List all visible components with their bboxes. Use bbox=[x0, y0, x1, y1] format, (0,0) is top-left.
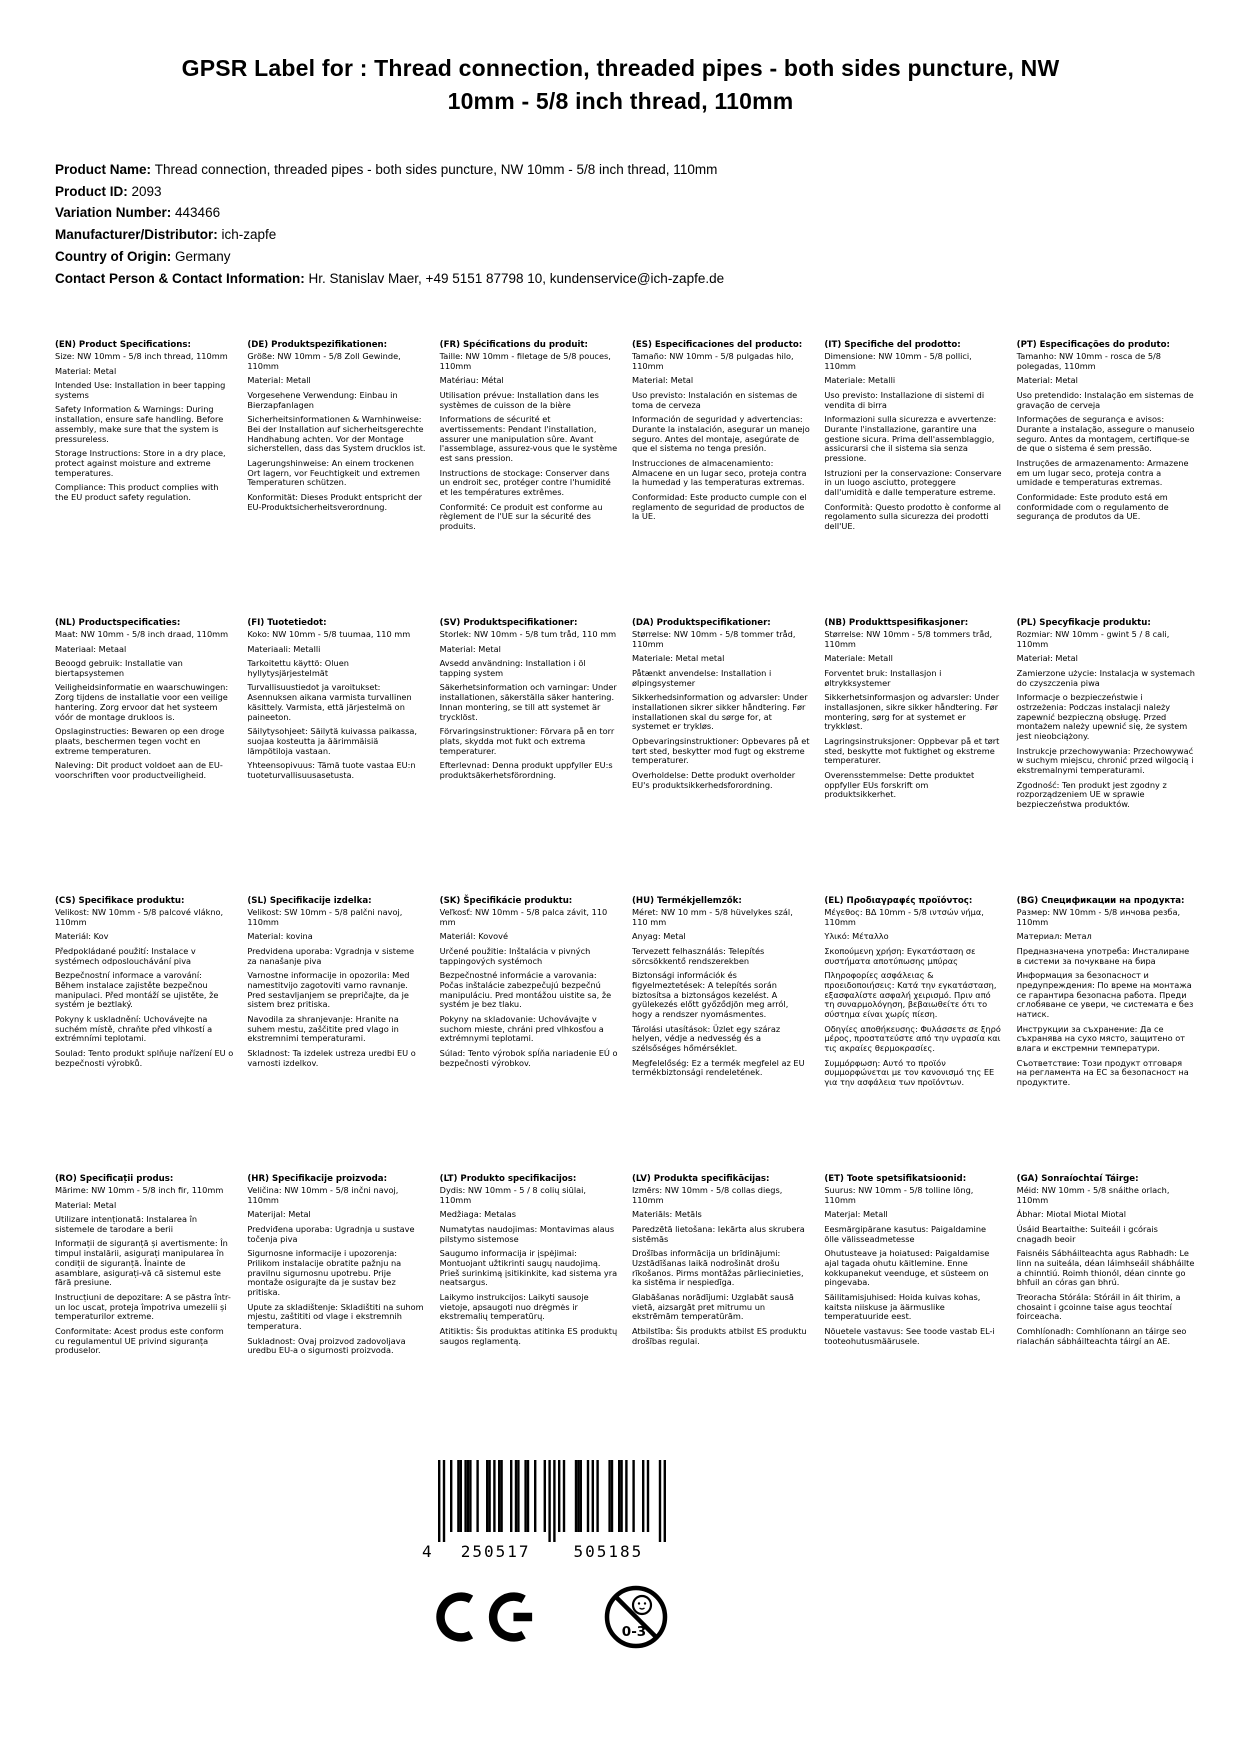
section-paragraph: Informações de segurança e avisos: Durante a instalação, assegure o manuseio seguro. Antes da montagem, certifique-se de que o sistema é sem pressão. bbox=[1016, 413, 1195, 454]
section-paragraph: Matériau: Métal bbox=[439, 375, 504, 386]
section-heading: (FR) Spécifications du produit: bbox=[439, 339, 588, 350]
language-section-hr bbox=[247, 1174, 425, 1452]
section-paragraph: Mărime: NW 10mm - 5/8 inch fir, 110mm bbox=[55, 1185, 224, 1196]
section-heading: (GA) Sonraíochtaí Táirge: bbox=[1016, 1173, 1139, 1184]
section-paragraph: Materiaal: Metaal bbox=[55, 643, 127, 654]
section-heading: (HU) Termékjellemzők: bbox=[631, 895, 742, 906]
section-paragraph: Forventet bruk: Installasjon i øltrykksystemer bbox=[824, 667, 942, 688]
section-paragraph: Maat: NW 10mm - 5/8 inch draad, 110mm bbox=[55, 629, 229, 640]
section-paragraph: Suurus: NW 10mm - 5/8 tolline lõng, 110mm bbox=[824, 1185, 974, 1205]
section-paragraph: Materiál: Kovové bbox=[439, 931, 508, 942]
section-paragraph: Instrucciones de almacenamiento: Almacene en un lugar seco, proteja contra la humedad y las temperaturas extremas. bbox=[631, 457, 807, 488]
section-paragraph: Pokyny k uskladnění: Uchovávejte na suchém místě, chraňte před vlhkostí a extrémními teplotami. bbox=[55, 1013, 213, 1044]
section-paragraph: Uso previsto: Installazione di sistemi di vendita di birra bbox=[824, 389, 985, 410]
section-paragraph: Предназначена употреба: Инсталиране в системи за почукване на бира bbox=[1016, 945, 1190, 966]
language-section-cs bbox=[55, 896, 233, 1174]
age-warning-icon bbox=[603, 1584, 669, 1650]
language-section-de bbox=[247, 340, 425, 618]
barcode-digits: 250517 bbox=[460, 1541, 530, 1561]
section-paragraph: Overholdelse: Dette produkt overholder EU's produktsikkerhedsforordning. bbox=[631, 769, 796, 790]
section-heading: (NB) Produkttspesifikasjoner: bbox=[824, 617, 969, 628]
section-paragraph: Storlek: NW 10mm - 5/8 tum tråd, 110 mm bbox=[439, 629, 617, 640]
section-paragraph: Súlad: Tento výrobok spĺňa nariadenie EÚ o bezpečnosti výrobkov. bbox=[439, 1047, 618, 1068]
section-paragraph: Biztonsági információk és figyelmeztetések: A telepítés során biztosítsa a biztonságos kezelést. A gyülekezés előtt győződjön meg arról, hogy a rendszer nyomásmentes. bbox=[631, 969, 789, 1020]
product-info-line bbox=[55, 268, 1241, 290]
language-section-et bbox=[824, 1174, 1002, 1452]
section-paragraph: Overensstemmelse: Dette produktet oppfyller EUs forskrift om produktsikkerhet. bbox=[824, 769, 975, 800]
language-section-es bbox=[632, 340, 810, 618]
section-paragraph: Størrelse: NW 10mm - 5/8 tommers tråd, 110mm bbox=[824, 629, 993, 649]
section-paragraph: Conformitate: Acest produs este conform cu regulamentul UE privind siguranța produselor. bbox=[55, 1325, 224, 1356]
section-heading: (SV) Produktspecifikationer: bbox=[439, 617, 578, 628]
section-paragraph: Bezpečnostní informace a varování: Během instalace zajistěte bezpečnou manipulaci. Před montáží se ujistěte, že systém je beztlaký. bbox=[55, 969, 219, 1010]
section-paragraph: Påtænkt anvendelse: Installation i ølpingsystemer bbox=[631, 667, 772, 688]
section-paragraph: Sukladnost: Ovaj proizvod zadovoljava uredbu EU-a o sigurnosti proizvoda. bbox=[247, 1335, 406, 1356]
product-info-line bbox=[55, 181, 1241, 203]
section-paragraph: Určené použitie: Inštalácia v pivných tappingových systémoch bbox=[439, 945, 591, 966]
language-section-lt bbox=[440, 1174, 618, 1452]
section-paragraph: Dydis: NW 10mm - 5 / 8 colių siūlai, 110mm bbox=[439, 1185, 586, 1205]
section-paragraph: Zamierzone użycie: Instalacja w systemach do czyszczenia piwa bbox=[1016, 667, 1195, 688]
section-paragraph: Materiał: Metal bbox=[1016, 653, 1078, 664]
section-paragraph: Navodila za shranjevanje: Hranite na suhem mestu, zaščitite pred vlago in ekstremnimi temperaturami. bbox=[247, 1013, 399, 1044]
section-paragraph: Méret: NW 10 mm - 5/8 hüvelykes szál, 110 mm bbox=[631, 907, 793, 927]
section-paragraph: Sikkerhedsinformation og advarsler: Under installationen sikrer sikker håndtering. Før installationen skal du sørge for, at systemet er trykløs. bbox=[631, 691, 808, 732]
section-paragraph: Størrelse: NW 10mm - 5/8 tommer tråd, 110mm bbox=[631, 629, 796, 649]
product-info-label: Variation Number: bbox=[55, 205, 176, 221]
barcode-digits: 4 bbox=[421, 1541, 434, 1561]
language-section-nb bbox=[824, 618, 1002, 896]
section-paragraph: Velikost: SW 10mm - 5/8 palčni navoj, 110mm bbox=[247, 907, 403, 927]
language-section-fr bbox=[440, 340, 618, 618]
section-heading: (DE) Produktspezifikationen: bbox=[247, 339, 388, 350]
section-paragraph: Tárolási utasítások: Üzlet egy száraz helyen, védje a nedvesség és a szélsőséges hőmérséklet. bbox=[631, 1023, 781, 1054]
section-paragraph: Conformità: Questo prodotto è conforme al regolamento sulla sicurezza dei prodotti dell'UE. bbox=[824, 501, 1001, 532]
section-paragraph: Paredzētā lietošana: Iekārta alus skrubera sistēmās bbox=[631, 1223, 805, 1244]
language-section-lv bbox=[632, 1174, 810, 1452]
svg-text:0-3: 0-3 bbox=[621, 1623, 646, 1640]
barcode bbox=[420, 1458, 682, 1562]
section-paragraph: Uso previsto: Instalación en sistemas de toma de cerveza bbox=[631, 389, 798, 410]
section-paragraph: Instructions de stockage: Conserver dans un endroit sec, protéger contre l'humidité et les températures extrêmes. bbox=[439, 467, 611, 498]
section-paragraph: Opslaginstructies: Bewaren op een droge plaats, beschermen tegen vocht en extreme temperaturen. bbox=[55, 725, 225, 756]
section-paragraph: Lagerungshinweise: An einem trockenen Ort lagern, vor Feuchtigkeit und extremen Temperaturen schützen. bbox=[247, 457, 420, 488]
section-paragraph: Säkerhetsinformation och varningar: Under installationen, säkerställa säker hantering. Innan montering, se till att systemet är trycklöst. bbox=[439, 682, 617, 722]
section-paragraph: Veľkosť: NW 10mm - 5/8 palca závit, 110 mm bbox=[439, 907, 608, 927]
section-paragraph: Tamanho: NW 10mm - rosca de 5/8 polegadas, 110mm bbox=[1016, 351, 1162, 371]
product-info-label: Country of Origin: bbox=[55, 249, 175, 265]
section-heading: (NL) Productspecificaties: bbox=[55, 617, 181, 628]
section-paragraph: Tamaño: NW 10mm - 5/8 pulgadas hilo, 110mm bbox=[631, 351, 794, 371]
section-paragraph: Material: Metal bbox=[1016, 375, 1078, 386]
language-section-sv bbox=[440, 618, 618, 896]
product-info-value: 2093 bbox=[131, 183, 162, 199]
section-heading: (RO) Specificații produs: bbox=[55, 1173, 174, 1184]
section-paragraph: Veličina: NW 10mm - 5/8 inčni navoj, 110mm bbox=[247, 1185, 399, 1205]
section-heading: (EN) Product Specifications: bbox=[55, 339, 191, 350]
section-heading: (BG) Спецификации на продукта: bbox=[1016, 895, 1185, 906]
section-paragraph: Utilisation prévue: Installation dans les systèmes de cuisson de la bière bbox=[439, 389, 599, 410]
section-paragraph: Информация за безопасност и предупреждения: По време на монтажа се гарантира безопасна работа. Преди сглобяване се увери, че системата е без натиск. bbox=[1016, 969, 1194, 1020]
section-paragraph: Materiale: Metall bbox=[824, 653, 893, 664]
product-info-label: Contact Person & Contact Information: bbox=[55, 270, 309, 286]
language-section-sl bbox=[247, 896, 425, 1174]
section-heading: (LV) Produkta specifikācijas: bbox=[631, 1173, 770, 1184]
product-info-line bbox=[55, 159, 1241, 181]
section-paragraph: Υλικό: Μέταλλο bbox=[824, 931, 889, 942]
language-section-ro bbox=[55, 1174, 233, 1452]
section-paragraph: Μέγεθος: ΒΔ 10mm - 5/8 ιντσών νήμα, 110mm bbox=[824, 907, 984, 927]
section-paragraph: Συμμόρφωση: Αυτό το προϊόν συμμορφώνεται με τον κανονισμό της ΕΕ για την ασφάλεια των προϊόντων. bbox=[824, 1057, 995, 1088]
section-paragraph: Materijal: Metal bbox=[247, 1209, 311, 1220]
product-info-line bbox=[55, 224, 1241, 246]
section-paragraph: Predvidena uporaba: Vgradnja v sisteme za nanašanje piva bbox=[247, 945, 415, 966]
section-paragraph: Материал: Метал bbox=[1016, 931, 1092, 942]
bottom-block bbox=[336, 1458, 766, 1650]
section-paragraph: Saugumo informacija ir įspėjimai: Montuojant užtikrinti saugų naudojimą. Prieš surinkimą įsitikinkite, kad sistema yra neatsargus. bbox=[439, 1247, 618, 1288]
section-paragraph: Avsedd användning: Installation i öl tapping system bbox=[439, 657, 586, 678]
section-heading: (PT) Especificações do produto: bbox=[1016, 339, 1170, 350]
barcode-icon bbox=[420, 1458, 682, 1562]
section-paragraph: Méid: NW 10mm - 5/8 snáithe orlach, 110mm bbox=[1016, 1185, 1170, 1205]
section-paragraph: Velikost: NW 10mm - 5/8 palcové vlákno, 110mm bbox=[55, 907, 224, 927]
barcode-digits: 505185 bbox=[573, 1541, 643, 1561]
section-heading: (EL) Προδιαγραφές προϊόντος: bbox=[824, 895, 973, 906]
section-paragraph: Informations de sécurité et avertissements: Pendant l'installation, assurer une manipulation sûre. Avant l'assemblage, assurez-vous que le système est sans pression. bbox=[439, 413, 618, 464]
section-paragraph: Megfelelőség: Ez a termék megfelel az EU termékbiztonsági rendeletének. bbox=[631, 1057, 805, 1078]
section-heading: (SL) Specifikacije izdelka: bbox=[247, 895, 372, 906]
section-paragraph: Ohutusteave ja hoiatused: Paigaldamise ajal tagada ohutu käitlemine. Enne kokkupanekut veenduge, et süsteem on pingevaba. bbox=[824, 1247, 990, 1288]
section-paragraph: Eesmärgipärane kasutus: Paigaldamine õlle välisseadmetesse bbox=[824, 1223, 987, 1244]
section-paragraph: Intended Use: Installation in beer tapping systems bbox=[55, 379, 226, 400]
section-paragraph: Tarkoitettu käyttö: Oluen hyllytysjärjestelmät bbox=[247, 657, 349, 678]
section-paragraph: Sikkerhetsinformasjon og advarsler: Under installasjonen, sikre sikker håndtering. Før montering, sørg for at systemet er trykkløst. bbox=[824, 691, 1000, 732]
section-paragraph: Informacje o bezpieczeństwie i ostrzeżenia: Podczas instalacji należy zapewnić bezpieczną obsługę. Przed montażem należy upewnić się, że system jest nieobciążony. bbox=[1016, 691, 1188, 742]
section-paragraph: Safety Information & Warnings: During installation, ensure safe handling. Before assembly, make sure that the system is pressureless. bbox=[55, 404, 224, 444]
section-paragraph: Opbevaringsinstruktioner: Opbevares på et tørt sted, beskytter mod fugt og ekstreme temperaturer. bbox=[631, 735, 810, 766]
section-paragraph: Glabāšanas norādījumi: Uzglabāt sausā vietā, aizsargāt pret mitrumu un ekstrēmām temperatūrām. bbox=[631, 1291, 794, 1322]
section-paragraph: Lagringsinstruksjoner: Oppbevar på et tørt sted, beskytte mot fuktighet og ekstreme temperaturer. bbox=[824, 735, 1000, 766]
section-paragraph: Utilizare intenționată: Instalarea în sistemele de tarodare a berii bbox=[55, 1213, 198, 1234]
section-paragraph: Atitiktis: Šis produktas atitinka ES produktų saugos reglamentą. bbox=[439, 1325, 618, 1346]
section-paragraph: Sigurnosne informacije i upozorenja: Prilikom instalacije obratite pažnju na pravilnu sigurnosnu upotrebu. Prije montaže osigurajte da je sustav bez pritiska. bbox=[247, 1247, 402, 1298]
section-paragraph: Istruzioni per la conservazione: Conservare in un luogo asciutto, proteggere dall'umidità e dalle temperature estreme. bbox=[824, 467, 1002, 498]
section-paragraph: Σκοπούμενη χρήση: Εγκατάσταση σε συστήματα αποτύπωσης μπύρας bbox=[824, 945, 976, 966]
section-paragraph: Инструкции за съхранение: Да се съхранява на сухо място, защитено от влага и екстремни температури. bbox=[1016, 1023, 1186, 1054]
language-section-pt bbox=[1017, 340, 1195, 618]
product-info-line bbox=[55, 202, 1241, 224]
section-paragraph: Säilitamisjuhised: Hoida kuivas kohas, kaitsta niiskuse ja äärmuslike temperatuuride eest. bbox=[824, 1291, 981, 1322]
section-paragraph: Nõuetele vastavus: See toode vastab EL-i tooteohutusmäärusele. bbox=[824, 1325, 995, 1346]
section-paragraph: Konformität: Dieses Produkt entspricht der EU-Produktsicherheitsverordnung. bbox=[247, 491, 423, 512]
section-paragraph: Size: NW 10mm - 5/8 inch thread, 110mm bbox=[55, 351, 228, 362]
product-info-value: 443466 bbox=[175, 205, 221, 221]
product-info-line bbox=[55, 246, 1241, 268]
section-paragraph: Material: Metal bbox=[439, 643, 501, 654]
section-paragraph: Soulad: Tento produkt splňuje nařízení EU o bezpečnosti výrobků. bbox=[55, 1047, 234, 1068]
section-paragraph: Instrukcje przechowywania: Przechowywać w suchym miejscu, chronić przed wilgocią i ekstremalnymi temperaturami. bbox=[1016, 745, 1194, 776]
section-paragraph: Πληροφορίες ασφάλειας & προειδοποιήσεις: Κατά την εγκατάσταση, εξασφαλίστε ασφαλή χειρισμό. Πριν από τη συναρμολόγηση, βεβαιωθείτε ότι το σύστημα είναι χωρίς πίεση. bbox=[824, 969, 997, 1020]
section-heading: (ET) Toote spetsifikatsioonid: bbox=[824, 1173, 967, 1184]
section-paragraph: Conformidad: Este producto cumple con el reglamento de seguridad de productos de la UE. bbox=[631, 491, 807, 522]
section-paragraph: Naleving: Dit product voldoet aan de EU-voorschriften voor productveiligheid. bbox=[55, 759, 223, 780]
section-paragraph: Размер: NW 10mm - 5/8 инчова резба, 110mm bbox=[1016, 907, 1181, 927]
section-paragraph: Material: Metal bbox=[631, 375, 694, 386]
section-paragraph: Förvaringsinstruktioner: Förvara på en torr plats, skydda mot fukt och extrema temperaturer. bbox=[439, 725, 615, 756]
compliance-symbols bbox=[433, 1584, 669, 1650]
section-paragraph: Varnostne informacije in opozorila: Med namestitvijo zagotoviti varno ravnanje. Pred sestavljanjem se prepričajte, da je sistem brez pritiska. bbox=[247, 969, 410, 1010]
section-paragraph: Dimensione: NW 10mm - 5/8 pollici, 110mm bbox=[824, 351, 972, 371]
section-paragraph: Beoogd gebruik: Installatie van biertapsystemen bbox=[55, 657, 183, 678]
section-paragraph: Compliance: This product complies with the EU product safety regulation. bbox=[55, 481, 219, 502]
section-heading: (DA) Produktspecifikationer: bbox=[631, 617, 771, 628]
section-paragraph: Materiale: Metal metal bbox=[631, 653, 725, 664]
section-paragraph: Ábhar: Miotal Miotal Miotal bbox=[1016, 1209, 1126, 1220]
section-heading: (LT) Produkto specifikacijos: bbox=[439, 1173, 577, 1184]
section-paragraph: Storage Instructions: Store in a dry place, protect against moisture and extreme temperatures. bbox=[55, 447, 226, 478]
section-paragraph: Material: Metal bbox=[55, 365, 117, 376]
product-info-value: Hr. Stanislav Maer, +49 5151 87798 10, kundenservice@ich-zapfe.de bbox=[308, 270, 725, 286]
section-paragraph: Skladnost: Ta izdelek ustreza uredbi EU o varnosti izdelkov. bbox=[247, 1047, 416, 1068]
section-paragraph: Съответствие: Този продукт отговаря на регламента на ЕС за безопасност на продуктите. bbox=[1016, 1057, 1189, 1088]
section-paragraph: Faisnéis Sábháilteachta agus Rabhadh: Le linn na suiteála, déan láimhseáil shábháilte a chinntiú. Roimh thionól, déan cinnte go bhfuil an córas gan bhrú. bbox=[1016, 1247, 1195, 1288]
section-paragraph: Materjal: Metall bbox=[824, 1209, 888, 1220]
product-info-block bbox=[55, 159, 1241, 290]
section-paragraph: Numatytas naudojimas: Montavimas alaus pilstymo sistemose bbox=[439, 1223, 615, 1244]
section-paragraph: Größe: NW 10mm - 5/8 Zoll Gewinde, 110mm bbox=[247, 351, 401, 371]
ce-mark-icon bbox=[433, 1589, 543, 1645]
product-info-value: ich-zapfe bbox=[221, 227, 277, 243]
language-section-bg bbox=[1017, 896, 1195, 1174]
language-section-fi bbox=[247, 618, 425, 896]
product-info-label: Manufacturer/Distributor: bbox=[55, 227, 222, 243]
section-paragraph: Comhlíonadh: Comhlíonann an táirge seo rialachán sábháilteachta táirgí an AE. bbox=[1016, 1325, 1187, 1346]
section-paragraph: Rozmiar: NW 10mm - gwint 5 / 8 cali, 110mm bbox=[1016, 629, 1170, 649]
section-paragraph: Material: Metall bbox=[247, 375, 311, 386]
section-paragraph: Zgodność: Ten produkt jest zgodny z rozporządzeniem UE w sprawie bezpieczeństwa produktów. bbox=[1016, 779, 1167, 810]
section-paragraph: Veiligheidsinformatie en waarschuwingen: Zorg tijdens de installatie voor een veilige hantering. Zorg ervoor dat het systeem vóór de montage drukloos is. bbox=[55, 682, 229, 722]
language-sections-grid bbox=[55, 340, 1195, 1452]
section-paragraph: Informazioni sulla sicurezza e avvertenze: Durante l'installazione, garantire una gestione sicura. Prima dell'assemblaggio, assicurarsi che il sistema sia senza pressione. bbox=[824, 413, 997, 464]
section-paragraph: Anyag: Metal bbox=[631, 931, 686, 942]
section-paragraph: Instrucțiuni de depozitare: A se păstra într-un loc uscat, proteja împotriva umezelii și temperaturilor extreme. bbox=[55, 1291, 231, 1322]
section-heading: (IT) Specifiche del prodotto: bbox=[824, 339, 961, 350]
section-paragraph: Taille: NW 10mm - filetage de 5/8 pouces, 110mm bbox=[439, 351, 611, 371]
section-paragraph: Izmērs: NW 10mm - 5/8 collas diegs, 110mm bbox=[631, 1185, 783, 1205]
section-paragraph: Pokyny na skladovanie: Uchovávajte v suchom mieste, chráni pred vlhkosťou a extrémnymi teplotami. bbox=[439, 1013, 604, 1044]
section-paragraph: Informații de siguranță și avertismente: În timpul instalării, asigurați manipularea în condiții de siguranță. Înainte de asamblare, asigurați-vă că sistemul este fără presiune. bbox=[55, 1238, 228, 1288]
section-paragraph: Laikymo instrukcijos: Laikyti sausoje vietoje, apsaugoti nuo drėgmės ir ekstremalių temperatūrų. bbox=[439, 1291, 589, 1322]
section-paragraph: Materiál: Kov bbox=[55, 931, 109, 942]
section-heading: (FI) Tuotetiedot: bbox=[247, 617, 327, 628]
product-info-value: Thread connection, threaded pipes - both sides puncture, NW 10mm - 5/8 inch thread, 110mm bbox=[154, 161, 718, 177]
section-heading: (CS) Specifikace produktu: bbox=[55, 895, 185, 906]
language-section-ga bbox=[1017, 1174, 1195, 1452]
language-section-da bbox=[632, 618, 810, 896]
language-section-hu bbox=[632, 896, 810, 1174]
section-paragraph: Efterlevnad: Denna produkt uppfyller EU:s produktsäkerhetsförordning. bbox=[439, 759, 613, 780]
section-paragraph: Yhteensopivuus: Tämä tuote vastaa EU:n tuoteturvallisuusasetusta. bbox=[247, 759, 416, 780]
language-section-nl bbox=[55, 618, 233, 896]
section-paragraph: Materiale: Metalli bbox=[824, 375, 896, 386]
language-section-el bbox=[824, 896, 1002, 1174]
product-info-value: Germany bbox=[174, 249, 231, 265]
section-paragraph: Uso pretendido: Instalação em sistemas de gravação de cerveja bbox=[1016, 389, 1194, 410]
section-paragraph: Úsáid Beartaithe: Suiteáil i gcórais cnagadh beoir bbox=[1016, 1223, 1158, 1244]
section-paragraph: Säilytysohjeet: Säilytä kuivassa paikassa, suojaa kosteutta ja äärimmäisiä lämpötiloja vastaan. bbox=[247, 725, 418, 756]
language-section-en bbox=[55, 340, 233, 618]
section-paragraph: Bezpečnostné informácie a varovania: Počas inštalácie zabezpečujú bezpečnú manipuláciu. Pred montážou uistite sa, že systém je bez tlaku. bbox=[439, 969, 612, 1010]
section-heading: (ES) Especificaciones del producto: bbox=[631, 339, 803, 350]
section-paragraph: Material: Metal bbox=[55, 1199, 117, 1210]
section-paragraph: Conformité: Ce produit est conforme au règlement de l'UE sur la sécurité des produits. bbox=[439, 501, 603, 532]
section-paragraph: Οδηγίες αποθήκευσης: Φυλάσσετε σε ξηρό μέρος, προστατεύστε από την υγρασία και τις ακραίες θερμοκρασίες. bbox=[824, 1023, 1001, 1054]
product-info-label: Product Name: bbox=[55, 161, 155, 177]
section-heading: (HR) Specifikacije proizvoda: bbox=[247, 1173, 388, 1184]
section-paragraph: Turvallisuustiedot ja varoitukset: Asennuksen aikana varmista turvallinen käsittely. Varmista, että järjestelmä on paineeton. bbox=[247, 682, 412, 722]
section-paragraph: Treoracha Stórála: Stóráil in áit thirim, a chosaint i gcoinne taise agus teochtaí foirceacha. bbox=[1016, 1291, 1181, 1322]
section-paragraph: Předpokládané použití: Instalace v systémech odposlouchávání piva bbox=[55, 945, 196, 966]
language-section-it bbox=[824, 340, 1002, 618]
page-title: GPSR Label for : Thread connection, threaded pipes - both sides puncture, NW 10mm - 5/8 inch thread, 110mm bbox=[181, 55, 1060, 115]
section-paragraph: Drošības informācija un brīdinājumi: Uzstādīšanas laikā nodrošināt drošu rīkošanos. Pirms montāžas pārliecinieties, ka sistēma ir nespiedīga. bbox=[631, 1247, 804, 1288]
section-paragraph: Instruções de armazenamento: Armazene em um lugar seco, proteja contra a umidade e temperaturas extremas. bbox=[1016, 457, 1189, 488]
section-paragraph: Tervezett felhasználás: Telepítés sörcsökkentő rendszerekben bbox=[631, 945, 765, 966]
section-heading: (SK) Špecifikácie produktu: bbox=[439, 895, 573, 906]
section-paragraph: Atbilstība: Šis produkts atbilst ES produktu drošības regulai. bbox=[631, 1325, 807, 1346]
language-section-pl bbox=[1017, 618, 1195, 896]
section-paragraph: Medžiaga: Metalas bbox=[439, 1209, 517, 1220]
section-paragraph: Información de seguridad y advertencias: Durante la instalación, asegurar un manejo seguro. Antes del montaje, asegúrate de que el sistema no tenga presión. bbox=[631, 413, 810, 454]
section-paragraph: Conformidade: Este produto está em conformidade com o regulamento de segurança de produtos da UE. bbox=[1016, 491, 1169, 522]
product-info-label: Product ID: bbox=[55, 183, 132, 199]
section-paragraph: Vorgesehene Verwendung: Einbau in Bierzapfanlagen bbox=[247, 389, 398, 410]
section-paragraph: Predviđena uporaba: Ugradnja u sustave točenja piva bbox=[247, 1223, 415, 1244]
section-paragraph: Materiāls: Metāls bbox=[631, 1209, 702, 1220]
section-paragraph: Material: kovina bbox=[247, 931, 313, 942]
section-paragraph: Upute za skladištenje: Skladištiti na suhom mjestu, zaštititi od vlage i ekstremnih temperatura. bbox=[247, 1301, 424, 1332]
section-paragraph: Materiaali: Metalli bbox=[247, 643, 321, 654]
language-section-sk bbox=[440, 896, 618, 1174]
section-paragraph: Koko: NW 10mm - 5/8 tuumaa, 110 mm bbox=[247, 629, 411, 640]
section-heading: (PL) Specyfikacje produktu: bbox=[1016, 617, 1151, 628]
section-paragraph: Sicherheitsinformationen & Warnhinweise: Bei der Installation auf sicherheitsgerechte Handhabung achten. Vor der Montage sicherstellen, dass das System drucklos ist. bbox=[247, 413, 426, 454]
